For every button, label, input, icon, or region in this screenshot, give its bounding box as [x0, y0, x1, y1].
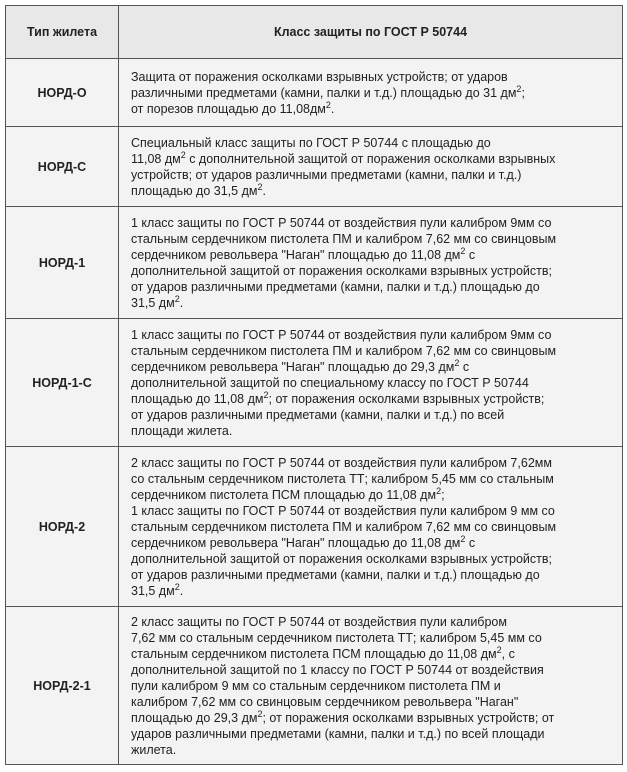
vest-type-cell: НОРД-С	[6, 127, 119, 207]
description-line: дополнительной защитой по специальному классу по ГОСТ Р 50744	[131, 375, 529, 390]
superscript-exponent: 2	[454, 357, 460, 368]
vest-type-cell: НОРД-1	[6, 207, 119, 319]
vest-protection-table	[5, 5, 623, 765]
description-line: дополнительной защитой от поражения осколками взрывных устройств;	[131, 551, 552, 566]
protection-description-cell	[119, 207, 623, 319]
protection-description-cell	[119, 127, 623, 207]
vest-type-cell: НОРД-О	[6, 59, 119, 127]
table-row	[6, 447, 623, 607]
description-line: сердечником револьвера "Наган" площадью до 11,08 $дм^2$ с	[131, 533, 476, 550]
superscript-exponent: 2	[174, 581, 180, 592]
description-line: 1 класс защиты по ГОСТ Р 50744 от воздействия пули калибром 9мм со	[131, 215, 552, 230]
description-line: площадью до 11,08 $дм^2$; от поражения осколками взрывных устройств;	[131, 389, 545, 406]
description-line: Специальный класс защиты по ГОСТ Р 50744 с площадью до	[131, 135, 491, 150]
table-row	[6, 319, 623, 447]
description-line: Защита от поражения осколками взрывных устройств; от ударов	[131, 69, 508, 84]
description-line: 11,08 $дм^2$ с дополнительной защитой от поражения осколками взрывных	[131, 149, 556, 166]
description-line: 31,5 $дм^2$.	[131, 293, 184, 310]
vest-type-cell: НОРД-2	[6, 447, 119, 607]
protection-description-cell	[119, 59, 623, 127]
superscript-exponent: 2	[257, 181, 263, 192]
description-line: 1 класс защиты по ГОСТ Р 50744 от воздействия пули калибром 9мм со	[131, 327, 552, 342]
description-line: 2 класс защиты по ГОСТ Р 50744 от воздействия пули калибром 7,62мм	[131, 455, 552, 470]
superscript-exponent: 2	[460, 533, 466, 544]
description-line: стальным сердечником пистолета ПМ и калибром 7,62 мм со свинцовым	[131, 519, 557, 534]
header-protection-class: Класс защиты по ГОСТ Р 50744	[119, 6, 623, 59]
description-line: стальным сердечником пистолета ПМ и калибром 7,62 мм со свинцовым	[131, 231, 557, 246]
description-line: различными предметами (камни, палки и т.д.) площадью до 31 $дм^2$;	[131, 83, 525, 100]
description-line: от ударов различными предметами (камни, палки и т.д.) по всей	[131, 407, 505, 422]
description-line: сердечником пистолета ПСМ площадью до 11,08 $дм^2$;	[131, 485, 445, 502]
description-line: пули калибром 9 мм со стальным сердечником пистолета ПМ и	[131, 678, 501, 693]
table-row	[6, 207, 623, 319]
superscript-exponent: 2	[263, 389, 269, 400]
protection-description-cell	[119, 607, 623, 765]
description-line: 31,5 $дм^2$.	[131, 581, 184, 598]
description-line: площадью до 29,3 $дм^2$; от поражения осколками взрывных устройств; от	[131, 708, 555, 725]
description-line: 1 класс защиты по ГОСТ Р 50744 от воздействия пули калибром 9 мм со	[131, 503, 555, 518]
description-line: дополнительной защитой от поражения осколками взрывных устройств;	[131, 263, 552, 278]
vest-type-cell: НОРД-1-С	[6, 319, 119, 447]
superscript-exponent: 2	[460, 245, 466, 256]
description-line: ударов различными предметами (камни, палки и т.д.) по всей площади	[131, 726, 545, 741]
table-row	[6, 127, 623, 207]
table-row	[6, 59, 623, 127]
table-row	[6, 607, 623, 765]
header-vest-type: Тип жилета	[6, 6, 119, 59]
description-line: стальным сердечником пистолета ПСМ площадью до 11,08 $дм^2$, с	[131, 644, 515, 661]
table-header-row	[6, 6, 623, 59]
description-line: от порезов площадью до $11,08дм^2$.	[131, 99, 335, 116]
description-line: 7,62 мм со стальным сердечником пистолета ТТ; калибром 5,45 мм со	[131, 630, 542, 645]
description-line: сердечником револьвера "Наган" площадью до 11,08 $дм^2$ с	[131, 245, 476, 262]
description-line: устройств; от ударов различными предметами (камни, палки и т.д.)	[131, 167, 522, 182]
vest-type-cell: НОРД-2-1	[6, 607, 119, 765]
vest-protection-table-container	[5, 5, 622, 765]
description-line: от ударов различными предметами (камни, палки и т.д.) площадью до	[131, 279, 540, 294]
superscript-exponent: 2	[325, 99, 331, 110]
description-line: сердечником револьвера "Наган" площадью до 29,3 $дм^2$ с	[131, 357, 470, 374]
description-line: площади жилета.	[131, 423, 233, 438]
superscript-exponent: 2	[180, 149, 186, 160]
protection-description-cell	[119, 447, 623, 607]
description-line: дополнительной защитой по 1 классу по ГОСТ Р 50744 от воздействия	[131, 662, 544, 677]
table-body	[6, 59, 623, 765]
description-line: со стальным сердечником пистолета ТТ; калибром 5,45 мм со стальным	[131, 471, 554, 486]
superscript-exponent: 2	[516, 83, 522, 94]
description-line: 2 класс защиты по ГОСТ Р 50744 от воздействия пули калибром	[131, 614, 507, 629]
superscript-exponent: 2	[436, 485, 442, 496]
description-line: стальным сердечником пистолета ПМ и калибром 7,62 мм со свинцовым	[131, 343, 557, 358]
description-line: площадью до 31,5 $дм^2$.	[131, 181, 266, 198]
superscript-exponent: 2	[496, 644, 502, 655]
protection-description-cell	[119, 319, 623, 447]
superscript-exponent: 2	[257, 708, 263, 719]
description-line: от ударов различными предметами (камни, палки и т.д.) площадью до	[131, 567, 540, 582]
description-line: калибром 7,62 мм со свинцовым сердечником револьвера "Наган"	[131, 694, 519, 709]
superscript-exponent: 2	[174, 293, 180, 304]
description-line: жилета.	[131, 742, 177, 757]
